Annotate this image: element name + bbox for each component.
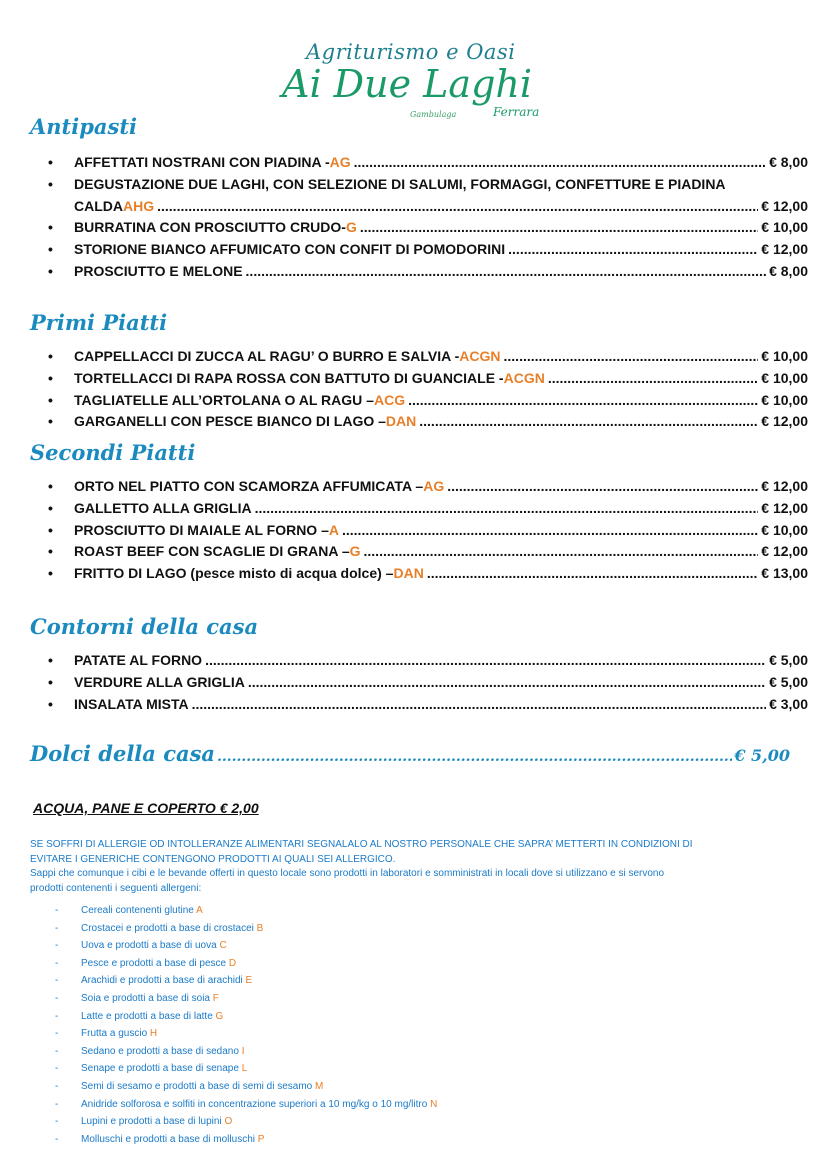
item-price: € 10,00 xyxy=(761,219,808,236)
allergen-item: - Crostacei e prodotti a base di crostacei B xyxy=(55,922,264,934)
bullet-icon: • xyxy=(48,219,53,236)
menu-item: • PATATE AL FORNO ..... € 5,00 xyxy=(48,650,808,672)
restaurant-logo xyxy=(280,40,540,125)
item-price: € 13,00 xyxy=(761,565,808,582)
item-price: € 10,00 xyxy=(761,521,808,538)
allergen-codes: G xyxy=(345,219,357,236)
allergen-code: A xyxy=(196,905,203,916)
allergen-item: - Sedano e prodotti a base di sedano I xyxy=(55,1045,245,1057)
allergen-codes: DAN xyxy=(385,413,417,430)
allergen-item: - Anidride solforosa e solfiti in concentrazione superiori a 10 mg/kg o 10 mg/litro N xyxy=(55,1098,438,1110)
menu-item: • FRITTO DI LAGO (pesce misto di acqua dolce) – DAN ..... € 13,00 xyxy=(48,563,808,585)
item-price: € 12,00 xyxy=(761,543,808,560)
menu-item: • INSALATA MISTA ..... € 3,00 xyxy=(48,694,808,716)
allergen-item: - Uova e prodotti a base di uova C xyxy=(55,940,227,952)
allergen-codes: AG xyxy=(329,154,351,170)
allergen-item: - Soia e prodotti a base di soia F xyxy=(55,992,219,1004)
menu-item: • GALLETTO ALLA GRIGLIA ..... € 12,00 xyxy=(48,498,808,520)
menu-item: • DEGUSTAZIONE DUE LAGHI, CON SELEZIONE DI SALUMI, FORMAGGI, CONFETTURE E PIADINA CALDA AHG ..... € 12,00 xyxy=(48,174,808,218)
item-price: € 5,00 xyxy=(769,652,808,668)
allergen-code: E xyxy=(245,975,253,987)
section-title-primi: Primi Piatti xyxy=(30,310,168,335)
notice-line: Sappi che comunque i cibi e le bevande offerti in questo locale sono prodotti in laboratori e somministrati in locali dove si utilizzano e si servono xyxy=(30,868,665,879)
bullet-icon: • xyxy=(48,695,53,712)
allergen-codes: G xyxy=(349,543,361,560)
section-title-dolci: Dolci della casa xyxy=(30,741,216,766)
allergen-code: M xyxy=(315,1080,324,1092)
bullet-icon: • xyxy=(48,241,53,258)
allergen-code: O xyxy=(224,1116,233,1128)
bullet-icon: • xyxy=(48,521,53,538)
menu-item: • STORIONE BIANCO AFFUMICATO CON CONFIT DI POMODORINI ..... € 12,00 xyxy=(48,239,808,261)
bullet-icon: • xyxy=(48,262,53,279)
bullet-icon: • xyxy=(48,673,53,690)
menu-item: • AFFETTATI NOSTRANI CON PIADINA - AG ..... € 8,00 xyxy=(48,152,808,174)
section-title-antipasti: Antipasti xyxy=(30,114,138,139)
allergen-code: B xyxy=(256,922,264,934)
menu-item: • CAPPELLACCI DI ZUCCA AL RAGU’ O BURRO E SALVIA - ACGN ..... € 10,00 xyxy=(48,346,808,368)
bullet-icon: • xyxy=(48,348,53,364)
allergen-codes: ACGN xyxy=(459,348,501,364)
bullet-icon: • xyxy=(48,543,53,560)
allergen-item: - Lupini e prodotti a base di lupini O xyxy=(55,1116,233,1128)
allergen-code: G xyxy=(215,1010,224,1022)
allergen-code: F xyxy=(212,992,219,1004)
menu-item: • ROAST BEEF CON SCAGLIE DI GRANA – G ..... € 12,00 xyxy=(48,541,808,563)
allergy-notice xyxy=(30,838,810,896)
item-price: € 12,00 xyxy=(761,197,808,214)
bullet-icon: • xyxy=(48,478,53,494)
allergen-code: N xyxy=(430,1098,438,1110)
allergen-code: H xyxy=(149,1028,158,1040)
bullet-icon: • xyxy=(48,652,53,668)
allergen-code: I xyxy=(241,1045,245,1057)
allergen-codes: AG xyxy=(423,478,445,494)
notice-line: EVITARE I GENERICHE CONTENGONO PRODOTTI AI QUALI SEI ALLERGICO. xyxy=(30,853,396,865)
item-price: € 12,00 xyxy=(761,478,808,494)
logo-city: Ferrara xyxy=(493,105,540,119)
allergen-item: - Frutta a guscio H xyxy=(55,1028,158,1040)
bullet-icon: • xyxy=(48,154,53,170)
logo-place: Gambulaga xyxy=(410,110,457,119)
allergen-item: - Cereali contenenti glutine A xyxy=(55,905,203,916)
section-title-secondi: Secondi Piatti xyxy=(30,440,196,465)
allergen-codes: DAN xyxy=(393,565,424,582)
allergen-item: - Molluschi e prodotti a base di molluschi P xyxy=(55,1133,265,1145)
menu-item: • PROSCIUTTO DI MAIALE AL FORNO – A ..... € 10,00 xyxy=(48,520,808,542)
item-price: € 10,00 xyxy=(761,348,808,364)
item-price: € 12,00 xyxy=(761,241,808,258)
allergen-codes: AHG xyxy=(123,197,155,214)
allergen-code: C xyxy=(219,940,227,952)
allergen-item: - Pesce e prodotti a base di pesce D xyxy=(55,957,237,969)
contorni-list xyxy=(48,650,808,715)
menu-item: • BURRATINA CON PROSCIUTTO CRUDO- G ..... € 10,00 xyxy=(48,217,808,239)
item-price: € 8,00 xyxy=(769,154,808,170)
logo-subtitle: Agriturismo e Oasi xyxy=(306,40,516,64)
allergen-codes: ACG xyxy=(373,391,406,408)
item-price: € 3,00 xyxy=(769,695,808,712)
allergen-code: D xyxy=(228,957,237,969)
allergen-item: - Latte e prodotti a base di latte G xyxy=(55,1010,224,1022)
allergen-item: - Semi di sesamo e prodotti a base di semi di sesamo M xyxy=(55,1080,324,1092)
allergen-item: - Arachidi e prodotti a base di arachidi E xyxy=(55,975,253,987)
item-price: € 12,00 xyxy=(761,413,808,430)
bullet-icon: • xyxy=(48,175,53,192)
coperto-note: ACQUA, PANE E COPERTO € 2,00 xyxy=(33,800,259,816)
item-price: € 5,00 xyxy=(769,673,808,690)
bullet-icon: • xyxy=(48,369,53,386)
allergen-code: L xyxy=(241,1063,248,1075)
allergen-item: - Senape e prodotti a base di senape L xyxy=(55,1063,248,1075)
logo-title: Ai Due Laghi xyxy=(282,62,533,106)
item-price: € 10,00 xyxy=(761,391,808,408)
notice-line: prodotti contenenti i seguenti allergeni: xyxy=(30,882,202,894)
menu-item: • VERDURE ALLA GRIGLIA ..... € 5,00 xyxy=(48,672,808,694)
menu-item: • ORTO NEL PIATTO CON SCAMORZA AFFUMICATA – AG ..... € 12,00 xyxy=(48,476,808,498)
allergen-codes: A xyxy=(328,521,339,538)
bullet-icon: • xyxy=(48,391,53,408)
menu-item: • GARGANELLI CON PESCE BIANCO DI LAGO – DAN ..... € 12,00 xyxy=(48,411,808,433)
section-title-contorni: Contorni della casa xyxy=(30,614,259,639)
notice-line: SE SOFFRI DI ALLERGIE OD INTOLLERANZE ALIMENTARI SEGNALALO AL NOSTRO PERSONALE CHE SAPRA’ METTERTI IN CONDIZIONI DI xyxy=(30,839,693,850)
dolci-row xyxy=(30,741,790,766)
item-price: € 10,00 xyxy=(761,369,808,386)
bullet-icon: • xyxy=(48,565,53,582)
menu-item: • TORTELLACCI DI RAPA ROSSA CON BATTUTO DI GUANCIALE - ACGN ..... € 10,00 xyxy=(48,368,808,390)
menu-item: • TAGLIATELLE ALL’ORTOLANA O AL RAGU – ACG ..... € 10,00 xyxy=(48,390,808,412)
dolci-price: € 5,00 xyxy=(734,746,790,765)
allergen-list xyxy=(55,902,437,1148)
item-price: € 8,00 xyxy=(769,262,808,279)
bullet-icon: • xyxy=(48,413,53,430)
allergen-code: P xyxy=(257,1133,265,1145)
primi-list xyxy=(48,346,808,433)
bullet-icon: • xyxy=(48,499,53,516)
antipasti-list xyxy=(48,152,808,283)
allergen-codes: ACGN xyxy=(503,369,545,386)
item-price: € 12,00 xyxy=(761,499,808,516)
secondi-list xyxy=(48,476,808,585)
menu-item: • PROSCIUTTO E MELONE ..... € 8,00 xyxy=(48,261,808,283)
